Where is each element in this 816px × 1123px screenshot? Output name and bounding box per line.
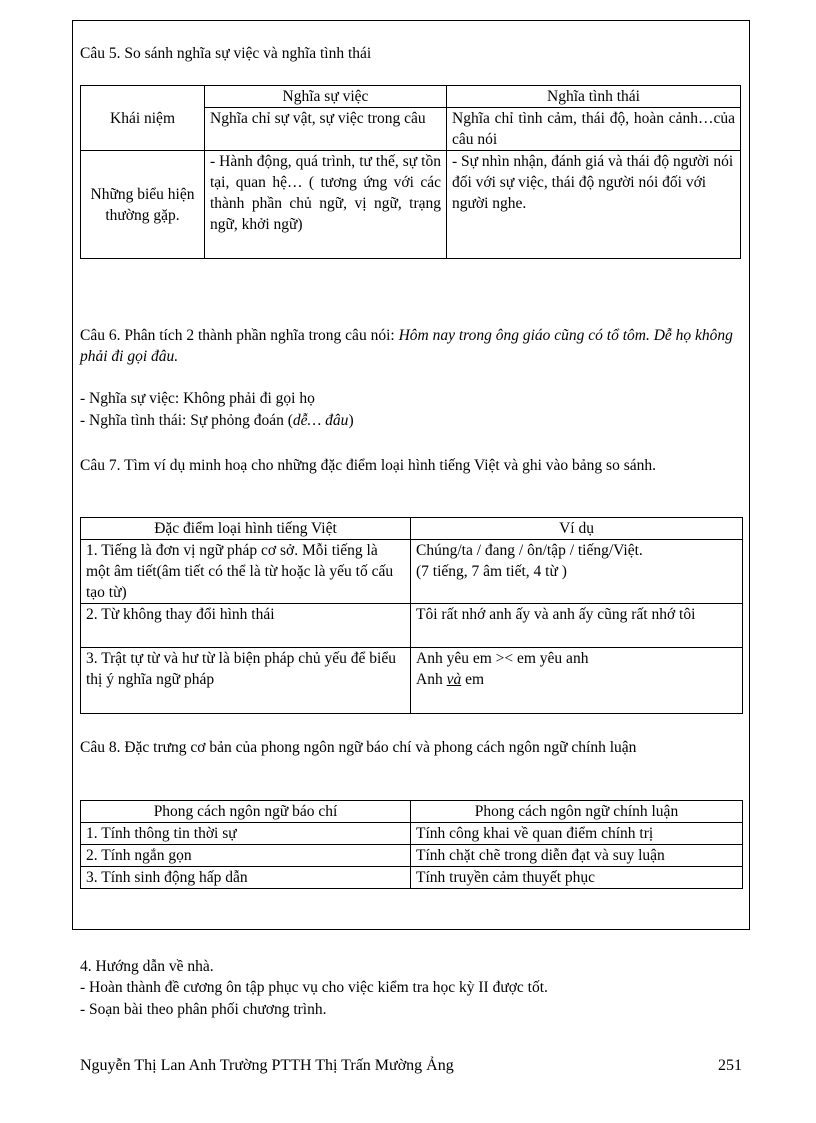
q8-title: Câu 8. Đặc trưng cơ bản của phong ngôn ngữ báo chí và phong cách ngôn ngữ chính luận bbox=[80, 739, 637, 756]
q7-row2-left: 2. Từ không thay đổi hình thái bbox=[81, 604, 411, 648]
q8-row3-right: Tính truyền cảm thuyết phục bbox=[411, 867, 743, 889]
q7-row2-right: Tôi rất nhớ anh ấy và anh ấy cũng rất nhớ tôi bbox=[411, 604, 743, 648]
q7-row3-right-line2-italic: và bbox=[446, 671, 462, 688]
q5-row1-col2: Nghĩa chỉ tình cảm, thái độ, hoàn cảnh…của câu nói bbox=[447, 108, 741, 151]
q7-row3-right-line2 bbox=[416, 669, 737, 690]
q6-title bbox=[80, 325, 740, 367]
q5-col1-header: Nghĩa sự việc bbox=[205, 86, 447, 108]
q5-title: Câu 5. So sánh nghĩa sự việc và nghĩa tình thái bbox=[80, 45, 372, 62]
homework-title: 4. Hướng dẫn về nhà. bbox=[80, 958, 214, 975]
q6-line2 bbox=[80, 410, 354, 431]
homework-line2: - Soạn bài theo phân phối chương trình. bbox=[80, 1001, 327, 1018]
q7-row3-right-line2-plain: Anh bbox=[416, 671, 447, 688]
q7-row3-right-line2-end: em bbox=[461, 671, 485, 688]
q7-row1-left: 1. Tiếng là đơn vị ngữ pháp cơ sở. Mỗi tiếng là một âm tiết(âm tiết có thể là từ hoặc là yếu tố cấu tạo từ) bbox=[81, 540, 411, 604]
q6-line2-italic: dễ… đâu bbox=[292, 412, 349, 429]
q5-row2-col2: - Sự nhìn nhận, đánh giá và thái độ người nói đối với sự việc, thái độ người nói đối với người nghe. bbox=[447, 151, 741, 259]
q7-row3-right bbox=[411, 648, 743, 714]
q6-line2-end: ) bbox=[348, 412, 354, 429]
q5-row1-label: Khái niệm bbox=[81, 86, 205, 151]
q8-header-right: Phong cách ngôn ngữ chính luận bbox=[411, 801, 743, 823]
q8-table bbox=[80, 800, 743, 889]
q7-header-right: Ví dụ bbox=[411, 518, 743, 540]
q7-title: Câu 7. Tìm ví dụ minh hoạ cho những đặc điểm loại hình tiếng Việt và ghi vào bảng so sánh. bbox=[80, 457, 657, 474]
q6-title-quote: Hôm nay trong ông giáo cũng có tổ tôm. Dễ họ không phải đi gọi đâu. bbox=[80, 327, 733, 365]
q6-line1: - Nghĩa sự việc: Không phải đi gọi họ bbox=[80, 390, 315, 407]
q8-row2-right: Tính chặt chẽ trong diễn đạt và suy luận bbox=[411, 845, 743, 867]
q6-title-plain: Câu 6. Phân tích 2 thành phần nghĩa trong câu nói: bbox=[80, 327, 399, 344]
q7-row1-right-line1: Chúng/ta / đang / ôn/tập / tiếng/Việt. bbox=[416, 542, 643, 559]
q5-col2-header: Nghĩa tình thái bbox=[447, 86, 741, 108]
q6-line2-plain: - Nghĩa tình thái: Sự phỏng đoán ( bbox=[80, 412, 293, 429]
q5-table bbox=[80, 85, 741, 259]
q7-header-left: Đặc điểm loại hình tiếng Việt bbox=[81, 518, 411, 540]
q5-row2-col1: - Hành động, quá trình, tư thế, sự tồn tại, quan hệ… ( tương ứng với các thành phần chủ ngữ, vị ngữ, trạng ngữ, khởi ngữ) bbox=[205, 151, 447, 259]
q8-row1-left: 1. Tính thông tin thời sự bbox=[81, 823, 411, 845]
q7-row1-right bbox=[411, 540, 743, 604]
homework-line1: - Hoàn thành đề cương ôn tập phục vụ cho việc kiểm tra học kỳ II được tốt. bbox=[80, 979, 548, 996]
q8-row3-left: 3. Tính sinh động hấp dẫn bbox=[81, 867, 411, 889]
page-number: 251 bbox=[718, 1057, 742, 1074]
q7-row1-right-line2: (7 tiếng, 7 âm tiết, 4 từ ) bbox=[416, 563, 567, 580]
q7-row3-right-line1: Anh yêu em >< em yêu anh bbox=[416, 650, 589, 667]
q8-header-left: Phong cách ngôn ngữ báo chí bbox=[81, 801, 411, 823]
q7-table bbox=[80, 517, 743, 714]
q5-row2-label: Những biểu hiện thường gặp. bbox=[81, 151, 205, 259]
q8-row2-left: 2. Tính ngắn gọn bbox=[81, 845, 411, 867]
q8-row1-right: Tính công khai về quan điểm chính trị bbox=[411, 823, 743, 845]
q5-row1-col1: Nghĩa chỉ sự vật, sự việc trong câu bbox=[205, 108, 447, 151]
footer-author: Nguyễn Thị Lan Anh Trường PTTH Thị Trấn Mường Ảng bbox=[80, 1057, 454, 1074]
q7-row3-left: 3. Trật tự từ và hư từ là biện pháp chủ yếu để biểu thị ý nghĩa ngữ pháp bbox=[81, 648, 411, 714]
